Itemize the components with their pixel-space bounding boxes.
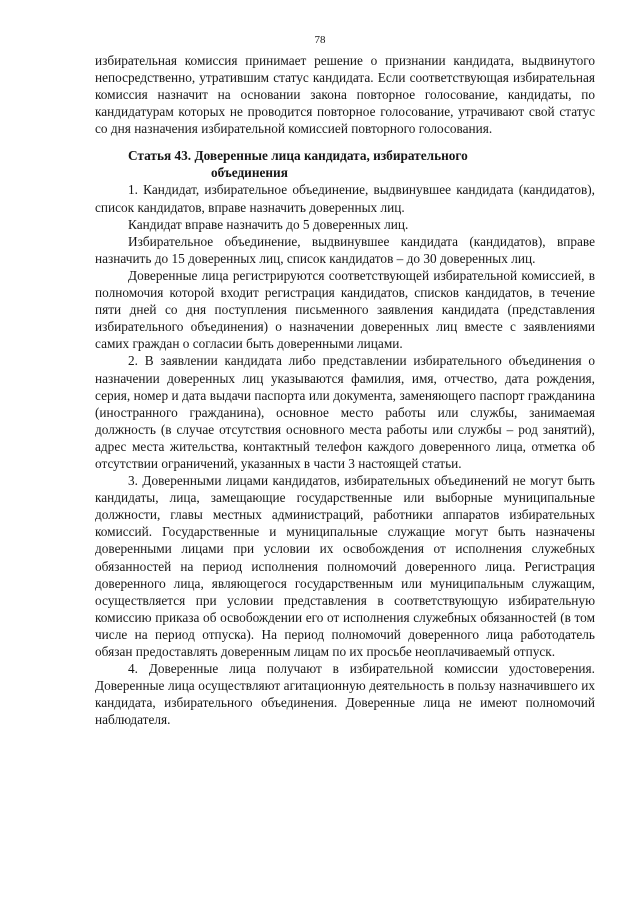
article-heading (95, 148, 595, 181)
paragraph-1: 1. Кандидат, избирательное объединение, выдвинувшее кандидата (кандидатов), список кандидатов, вправе назначить доверенных лиц. (95, 182, 595, 215)
intro-paragraph: избирательная комиссия принимает решение о признании кандидата, выдвинутого непосредственно, утратившим статус кандидата. Если соответствующая избирательная комиссия назначит на основании закона повторное голосование, кандидаты, по кандидатурам которых не проводится повторное голосование, утрачивают свой статус со дня назначения избирательной комиссией повторного голосования. (95, 53, 595, 137)
paragraph-registration: Доверенные лица регистрируются соответствующей избирательной комиссией, в полномочия которой входит регистрация кандидатов, списков кандидатов, в течение пяти дней со дня поступления письменного заявления кандидата (представления избирательного объединения) о назначении доверенных лиц вместе с заявлениями самих граждан о согласии быть доверенными лицами. (95, 267, 595, 352)
article-heading-line1: Статья 43. Доверенные лица кандидата, избирательного (128, 148, 468, 164)
paragraph-3: 3. Доверенными лицами кандидатов, избирательных объединений не могут быть кандидаты, лица, замещающие государственные или выборные муниципальные должности, главы местных администраций, работники аппаратов избирательных комиссий. Государственные и муниципальные служащие могут быть назначены доверенными лицами при условии их освобождения от исполнения служебных обязанностей на период исполнения полномочий доверенного лица. Регистрация доверенного лица, являющегося государственным или муниципальным служащим, осуществляется при условии представления в соответствующую избирательную комиссию приказа об освобождении его от исполнения служебных обязанностей (в том числе на период отпуска). На период полномочий доверенного лица работодатель обязан предоставлять доверенным лицам по их просьбе неоплачиваемый отпуск. (95, 473, 595, 659)
page-number: 78 (314, 34, 326, 46)
paragraph-association-limit: Избирательное объединение, выдвинувшее кандидата (кандидатов), вправе назначить до 15 доверенных лиц, список кандидатов – до 30 доверенных лиц. (95, 233, 595, 266)
paragraph-candidate-limit: Кандидат вправе назначить до 5 доверенных лиц. (128, 216, 409, 232)
document-body (95, 52, 595, 728)
paragraph-2: 2. В заявлении кандидата либо представлении избирательного объединения о назначении доверенных лиц указываются фамилия, имя, отчество, дата рождения, серия, номер и дата выдачи паспорта или документа, заменяющего паспорт гражданина (иностранного гражданина), основное место работы или службы, занимаемая должность (в случае отсутствия основного места работы или службы – род занятий), адрес места жительства, контактный телефон каждого доверенного лица, отметка об отсутствии ограничений, указанных в части 3 настоящей статьи. (95, 353, 595, 471)
article-heading-line2: объединения (211, 164, 288, 180)
paragraph-4: 4. Доверенные лица получают в избирательной комиссии удостоверения. Доверенные лица осуществляют агитационную деятельность в пользу назначившего их кандидата, избирательного объединения. Доверенные лица не имеют полномочий наблюдателя. (95, 661, 595, 728)
